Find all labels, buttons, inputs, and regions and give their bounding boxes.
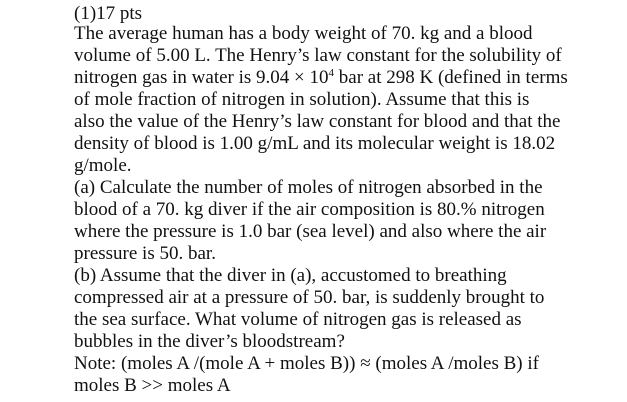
intro-line-6: density of blood is 1.00 g/mL and its molecular weight is 18.02 bbox=[74, 133, 556, 154]
part-a-line-1: (a) Calculate the number of moles of nitrogen absorbed in the bbox=[74, 177, 543, 198]
part-b-line-4: bubbles in the diver’s bloodstream? bbox=[74, 331, 345, 352]
intro-line-4: of mole fraction of nitrogen in solution). Assume that this is bbox=[74, 89, 530, 110]
henry-constant-text: nitrogen gas in water is 9.04 × 10 bbox=[74, 67, 329, 88]
part-a-line-3: where the pressure is 1.0 bar (sea level) and also where the air bbox=[74, 221, 547, 242]
intro-line-1: The average human has a body weight of 70. kg and a blood bbox=[74, 23, 533, 44]
intro-line-2: volume of 5.00 L. The Henry’s law constant for the solubility of bbox=[74, 45, 562, 66]
intro-line-7: g/mole. bbox=[74, 155, 132, 176]
part-b-line-2: compressed air at a pressure of 50. bar, is suddenly brought to bbox=[74, 287, 545, 308]
intro-line-5: also the value of the Henry’s law constant for blood and that the bbox=[74, 111, 561, 132]
henry-constant-exponent: 4 bbox=[328, 67, 335, 79]
part-a-line-4: pressure is 50. bar. bbox=[74, 243, 216, 264]
note-line-1: Note: (moles A /(mole A + moles B)) ≈ (moles A /moles B) if bbox=[74, 353, 539, 374]
note-line-2: moles B >> moles A bbox=[74, 375, 231, 396]
part-b-line-1: (b) Assume that the diver in (a), accustomed to breathing bbox=[74, 265, 507, 286]
intro-line-3 bbox=[74, 68, 568, 87]
problem-header: (1)17 pts bbox=[74, 3, 143, 24]
part-b-line-3: the sea surface. What volume of nitrogen gas is released as bbox=[74, 309, 522, 330]
part-a-line-2: blood of a 70. kg diver if the air composition is 80.% nitrogen bbox=[74, 199, 545, 220]
henry-constant-continuation: bar at 298 K (defined in terms bbox=[334, 67, 568, 88]
